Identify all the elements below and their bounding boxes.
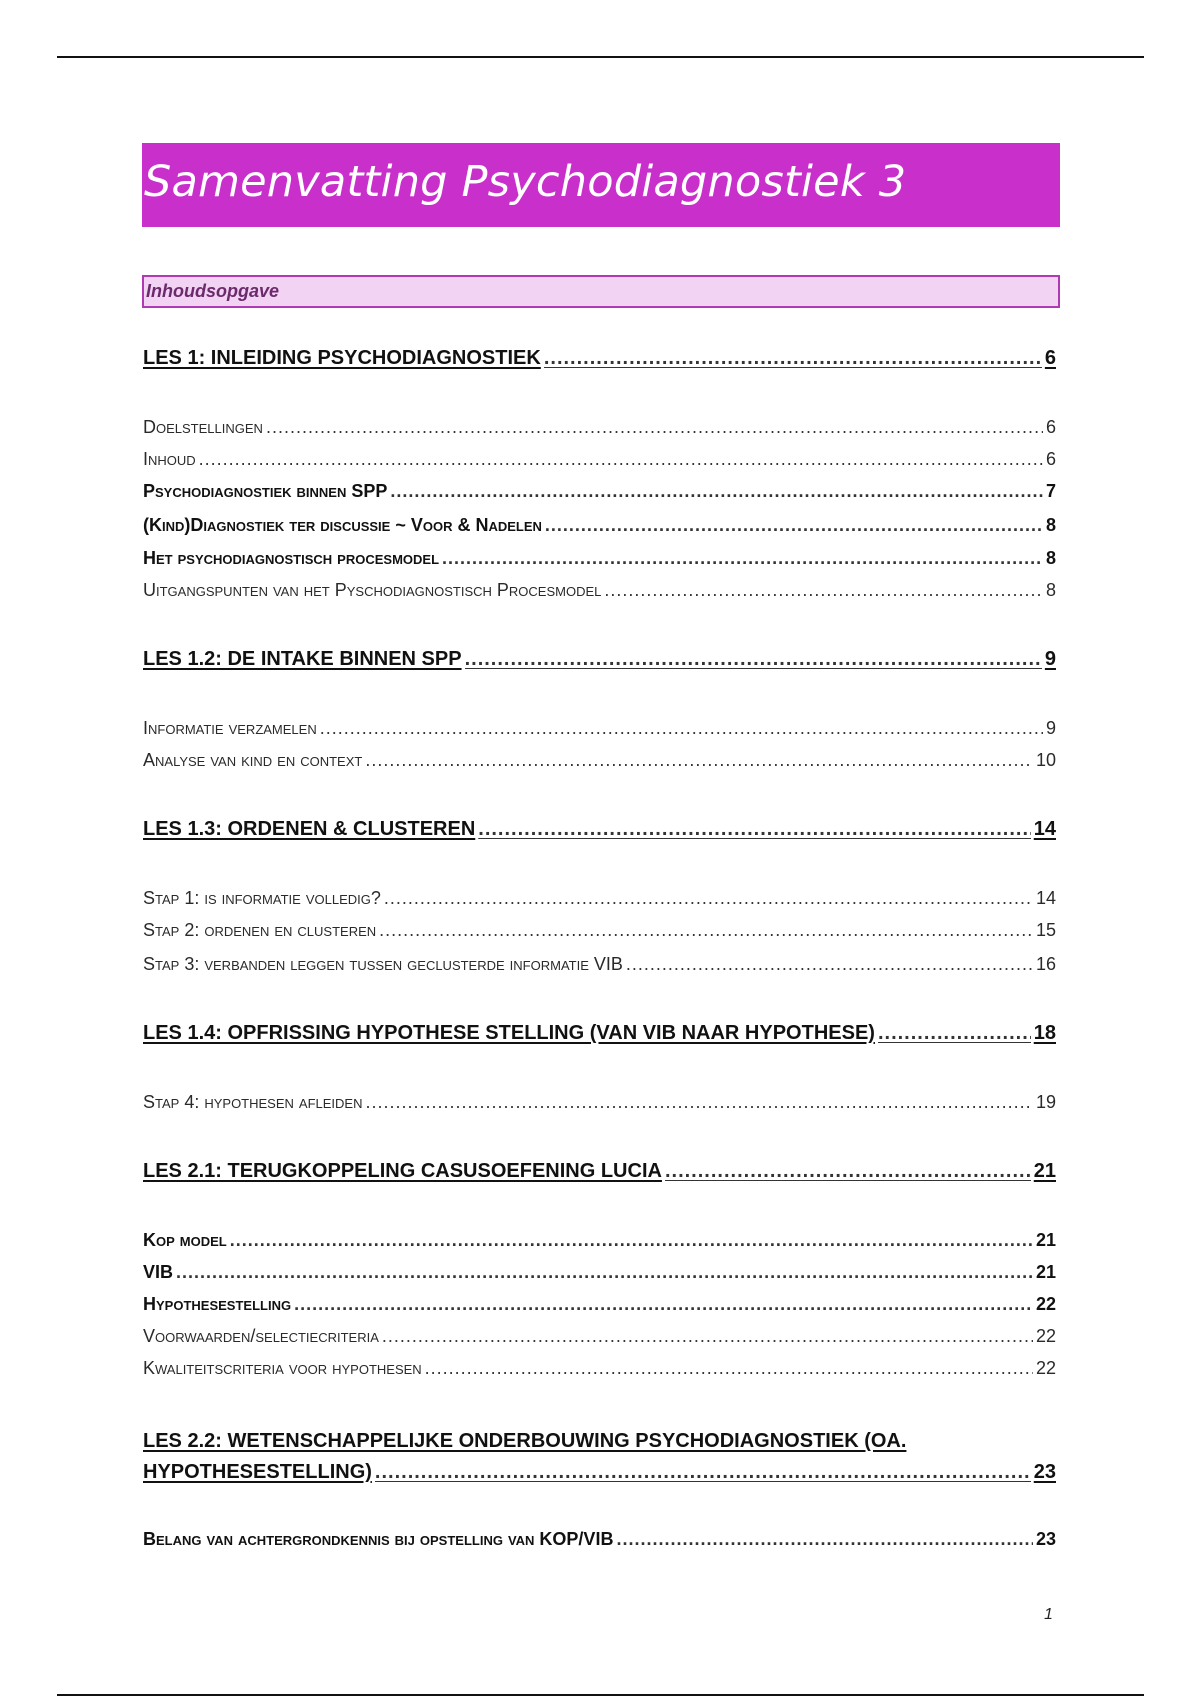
toc-entry-label: Kwaliteitscriteria voor hypothesen [143, 1358, 422, 1378]
leader-dots [365, 1093, 1032, 1111]
toc-entry-label: Het psychodiagnostisch procesmodel [143, 548, 440, 568]
toc-entry-label: LES 1: INLEIDING PSYCHODIAGNOSTIEK [143, 347, 541, 369]
toc-entry-page: 10 [1035, 750, 1056, 770]
toc-entry-label: Stap 1: is informatie volledig? [143, 888, 381, 908]
toc-entry-page: 22 [1035, 1294, 1056, 1314]
leader-dots [390, 482, 1043, 500]
toc-entry-les1-2[interactable] [143, 649, 1056, 669]
top-rule [57, 56, 1144, 58]
leader-dots [365, 751, 1033, 769]
toc-heading: Inhoudsopgave [146, 281, 280, 301]
toc-entry-doelstellingen[interactable] [143, 418, 1056, 436]
toc-heading-box [142, 275, 1060, 308]
toc-entry-analyse[interactable] [143, 751, 1056, 769]
toc-entry-label: VIB [143, 1262, 174, 1282]
toc-entry-inhoud[interactable] [143, 450, 1056, 468]
toc-entry-page: 21 [1033, 1160, 1056, 1182]
leader-dots [626, 955, 1033, 973]
leader-dots [604, 581, 1043, 599]
leader-dots [544, 348, 1042, 368]
toc-entry-les2-2[interactable] [143, 1462, 1056, 1482]
toc-entry-belang-achtergrondkennis[interactable] [143, 1530, 1056, 1548]
toc-entry-procesmodel[interactable] [143, 549, 1056, 567]
toc-entry-label: Voorwaarden/selectiecriteria [143, 1326, 379, 1346]
toc-entry-label: Belang van achtergrondkennis bij opstelling van KOP/VIB [143, 1529, 614, 1549]
toc-entry-label: Stap 2: ordenen en clusteren [143, 920, 377, 940]
toc-entry-stap1[interactable] [143, 889, 1056, 907]
leader-dots [266, 418, 1043, 436]
leader-dots [878, 1023, 1031, 1043]
bottom-rule [57, 1694, 1144, 1696]
leader-dots [294, 1295, 1033, 1313]
toc-entry-page: 16 [1035, 954, 1056, 974]
toc-entry-label: Kop model [143, 1230, 227, 1250]
toc-entry-label: Analyse van kind en context [143, 750, 363, 770]
leader-dots [465, 649, 1042, 669]
toc-entry-stap3[interactable] [143, 955, 1056, 973]
toc-entry-les1[interactable] [143, 348, 1056, 368]
toc-entry-page: 7 [1045, 481, 1056, 501]
toc-entry-page: 22 [1035, 1358, 1056, 1378]
document-title: Samenvatting Psychodiagnostiek 3 [144, 157, 907, 207]
toc-entry-stap2[interactable] [143, 921, 1056, 939]
leader-dots [320, 719, 1043, 737]
leader-dots [379, 921, 1033, 939]
toc-entry-label: Hypothesestelling [143, 1294, 292, 1314]
toc-entry-page: 6 [1045, 417, 1056, 437]
leader-dots [616, 1530, 1033, 1548]
toc-entry-informatie-verzamelen[interactable] [143, 719, 1056, 737]
leader-dots [384, 889, 1033, 907]
toc-entry-page: 8 [1045, 515, 1056, 535]
toc-entry-label: Informatie verzamelen [143, 718, 317, 738]
toc-entry-page: 22 [1035, 1326, 1056, 1346]
toc-entry-label: Stap 4: hypothesen afleiden [143, 1092, 363, 1112]
toc-entry-label: HYPOTHESESTELLING) [143, 1461, 372, 1483]
leader-dots [665, 1161, 1031, 1181]
leader-dots [425, 1359, 1033, 1377]
toc-entry-uitgangspunten[interactable] [143, 581, 1056, 599]
toc-entry-kinddiagnostiek[interactable] [143, 516, 1056, 534]
toc-entry-page: 19 [1035, 1092, 1056, 1112]
toc-entry-label: (Kind)Diagnostiek ter discussie ~ Voor & Nadelen [143, 515, 542, 535]
leader-dots [442, 549, 1043, 567]
toc-entry-psychodiagnostiek-spp[interactable] [143, 482, 1056, 500]
leader-dots [545, 516, 1043, 534]
toc-entry-voorwaarden[interactable] [143, 1327, 1056, 1345]
toc-entry-label: Stap 3: verbanden leggen tussen geclusterde informatie VIB [143, 954, 623, 974]
toc-entry-page: 8 [1045, 580, 1056, 600]
toc-entry-hypothesestelling[interactable] [143, 1295, 1056, 1313]
toc-entry-label: LES 1.2: DE INTAKE BINNEN SPP [143, 648, 462, 670]
toc-entry-page: 18 [1033, 1022, 1056, 1044]
toc-entry-stap4[interactable] [143, 1093, 1056, 1111]
title-banner [142, 143, 1060, 227]
toc-entry-page: 9 [1045, 718, 1056, 738]
toc-entry-label: Inhoud [143, 449, 196, 469]
toc-entry-label: Psychodiagnostiek binnen SPP [143, 481, 388, 501]
toc-entry-page: 6 [1044, 347, 1056, 369]
toc-entry-les2-2-line1[interactable]: LES 2.2: WETENSCHAPPELIJKE ONDERBOUWING PSYCHODIAGNOSTIEK (OA. [143, 1430, 907, 1452]
leader-dots [176, 1263, 1033, 1281]
toc-entry-page: 21 [1035, 1262, 1056, 1282]
toc-entry-kop-model[interactable] [143, 1231, 1056, 1249]
toc-entry-vib[interactable] [143, 1263, 1056, 1281]
toc-entry-page: 21 [1035, 1230, 1056, 1250]
toc-entry-label: LES 1.4: OPFRISSING HYPOTHESE STELLING (VAN VIB NAAR HYPOTHESE) [143, 1022, 875, 1044]
toc-entry-page: 8 [1045, 548, 1056, 568]
page-number: 1 [1044, 1606, 1053, 1623]
leader-dots [382, 1327, 1033, 1345]
toc-entry-page: 23 [1033, 1461, 1056, 1483]
leader-dots [199, 450, 1043, 468]
toc-entry-label: LES 2.1: TERUGKOPPELING CASUSOEFENING LUCIA [143, 1160, 662, 1182]
leader-dots [375, 1462, 1031, 1482]
toc-entry-les1-4[interactable] [143, 1023, 1056, 1043]
toc-entry-les1-3[interactable] [143, 819, 1056, 839]
toc-entry-les2-1[interactable] [143, 1161, 1056, 1181]
toc-entry-page: 15 [1035, 920, 1056, 940]
toc-entry-label: LES 1.3: ORDENEN & CLUSTEREN [143, 818, 476, 840]
toc-entry-page: 14 [1033, 818, 1056, 840]
toc-entry-page: 9 [1044, 648, 1056, 670]
toc-entry-label: Doelstellingen [143, 417, 263, 437]
toc-entry-label: Uitgangspunten van het Pyschodiagnostisch Procesmodel [143, 580, 602, 600]
toc-entry-page: 23 [1035, 1529, 1056, 1549]
toc-entry-page: 6 [1045, 449, 1056, 469]
leader-dots [230, 1231, 1033, 1249]
toc-entry-page: 14 [1035, 888, 1056, 908]
toc-entry-kwaliteitscriteria[interactable] [143, 1359, 1056, 1377]
leader-dots [478, 819, 1030, 839]
